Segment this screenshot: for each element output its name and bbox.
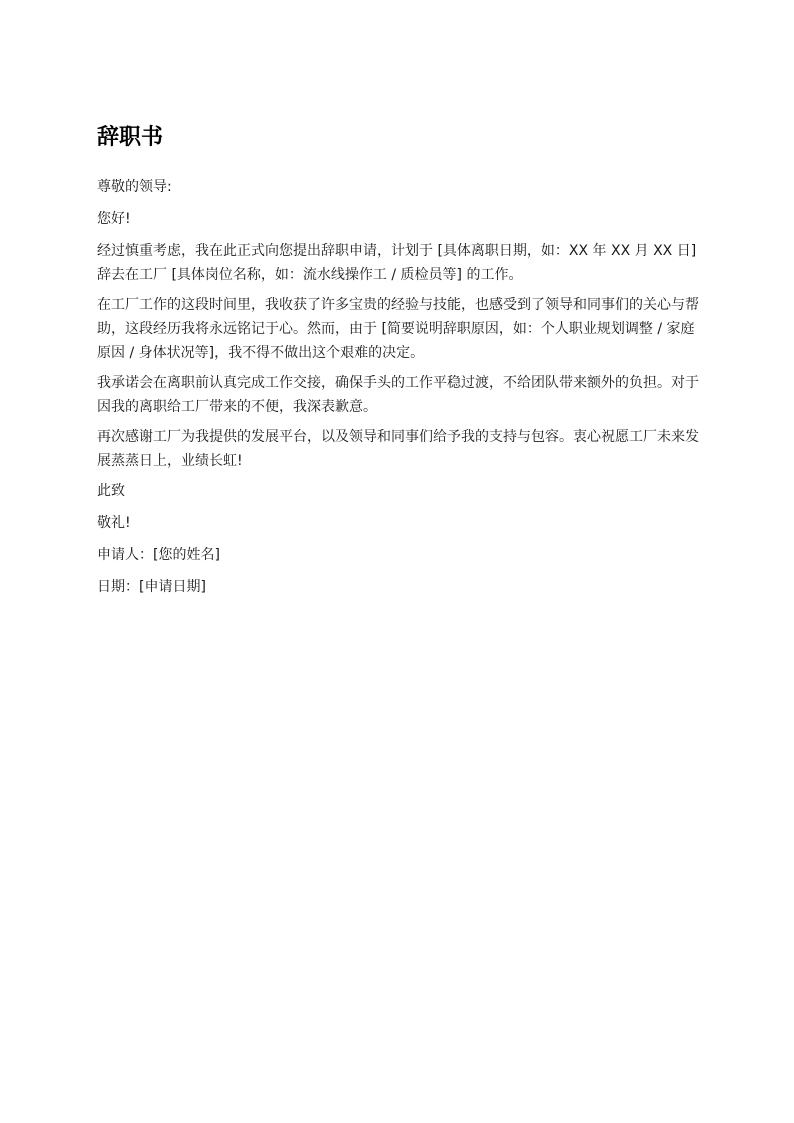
closing-line-1: 此致: [97, 483, 125, 499]
document-page: [97, 118, 707, 607]
salutation: 尊敬的领导:: [97, 179, 172, 195]
date-line: 日期：[申请日期]: [97, 579, 206, 595]
body-paragraph-1: 经过慎重考虑，我在此正式向您提出辞职申请，计划于 [具体离职日期，如：XX 年 XX 月 XX 日] 辞去在工厂 [具体岗位名称，如：流水线操作工 / 质检员等] 的工作。: [97, 243, 697, 283]
document-title: 辞职书: [97, 125, 164, 150]
body-paragraph-2: 在工厂工作的这段时间里，我收获了许多宝贵的经验与技能，也感受到了领导和同事们的关心与帮助，这段经历我将永远铭记于心。然而，由于 [简要说明辞职原因，如：个人职业规划调整 / 家庭原因 / 身体状况等]，我不得不做出这个艰难的决定。: [97, 297, 699, 361]
greeting: 您好!: [97, 211, 131, 227]
body-paragraph-4: 再次感谢工厂为我提供的发展平台，以及领导和同事们给予我的支持与包容。衷心祝愿工厂未来发展蒸蒸日上，业绩长虹!: [97, 429, 699, 469]
closing-line-2: 敬礼!: [97, 515, 131, 531]
applicant-line: 申请人：[您的姓名]: [97, 547, 220, 563]
body-paragraph-3: 我承诺会在离职前认真完成工作交接，确保手头的工作平稳过渡，不给团队带来额外的负担。对于因我的离职给工厂带来的不便，我深表歉意。: [97, 375, 699, 415]
